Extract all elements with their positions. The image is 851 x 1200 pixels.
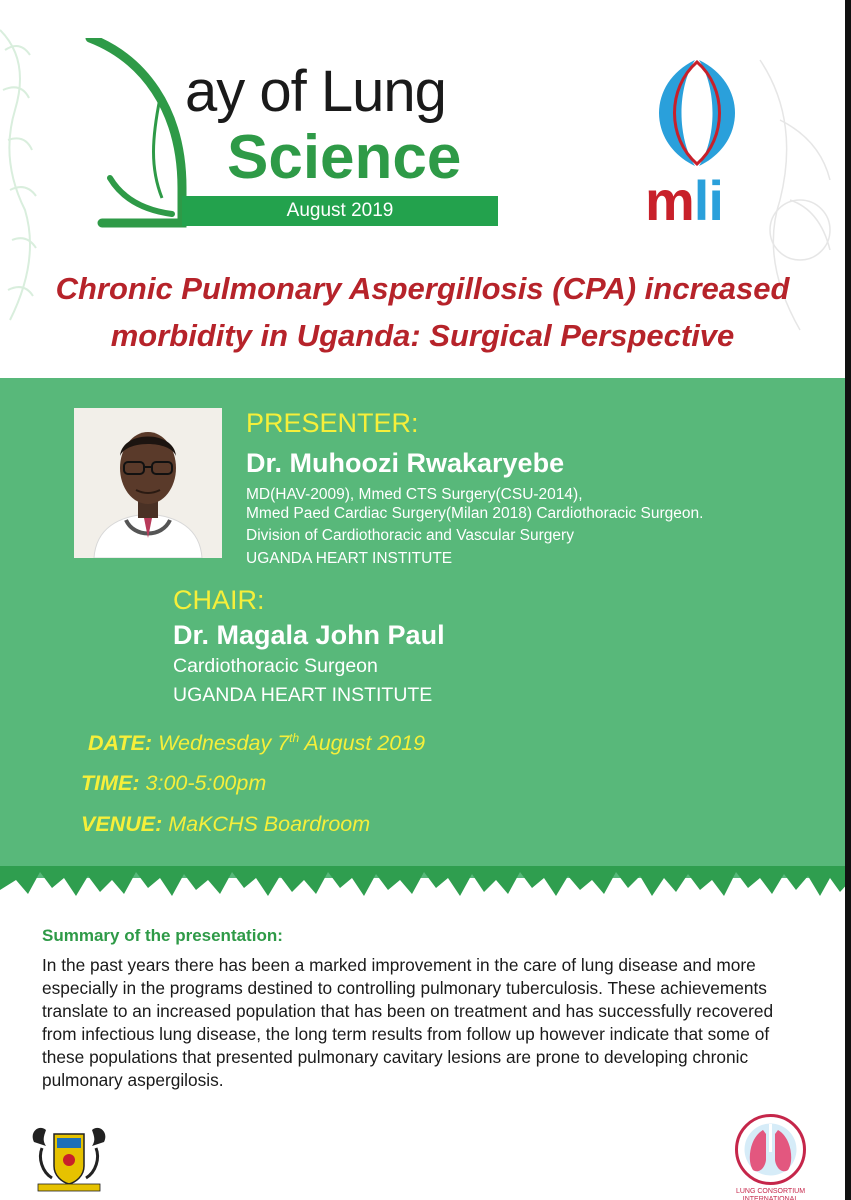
right-border: [845, 0, 851, 1200]
presenter-photo: [74, 408, 222, 558]
venue-label: VENUE:: [81, 812, 163, 836]
lung-consortium-text: [733, 1188, 808, 1200]
mli-logo: [637, 58, 757, 232]
mli-leaf-logo-icon: [637, 58, 757, 168]
event-time: [81, 771, 266, 796]
venue-value: MaKCHS Boardroom: [168, 812, 371, 836]
date-value: [158, 731, 425, 755]
chair-detail-2: UGANDA HEART INSTITUTE: [173, 684, 433, 706]
presenter-detail-4: UGANDA HEART INSTITUTE: [246, 550, 453, 567]
logo-title-line2: Science: [227, 123, 462, 192]
logo-title-line1: ay of Lung: [185, 59, 446, 124]
presenter-detail-3: Division of Cardiothoracic and Vascular Surgery: [246, 527, 574, 544]
event-logo: [82, 38, 502, 228]
title-line1: Chronic Pulmonary Aspergillosis (CPA) increased: [55, 271, 790, 306]
event-date: [88, 731, 425, 756]
logo-date-band: [182, 196, 498, 226]
presenter-name: Dr. Muhoozi Rwakaryebe: [246, 448, 565, 478]
lung-consortium-line2: INTERNATIONAL: [742, 1196, 799, 1200]
date-value-pre: Wednesday 7: [158, 731, 290, 756]
presenter-detail-1: MD(HAV-2009), Mmed CTS Surgery(CSU-2014),: [246, 486, 583, 503]
lung-consortium-logo: [733, 1112, 808, 1200]
chair-detail-1: Cardiothoracic Surgeon: [173, 655, 378, 677]
lung-outline-logo-icon: [82, 38, 192, 228]
lung-consortium-logo-icon: [733, 1112, 808, 1187]
lung-consortium-line1: LUNG CONSORTIUM: [735, 1188, 806, 1195]
mli-wordmark: [645, 168, 723, 233]
date-label: DATE:: [88, 731, 153, 756]
date-value-suffix: th: [289, 731, 300, 745]
event-venue: [81, 812, 370, 837]
presenter-detail-2: Mmed Paed Cardiac Surgery(Milan 2018) Cardiothoracic Surgeon.: [246, 505, 704, 522]
grass-edge-decoration: [0, 866, 851, 900]
presenter-label: PRESENTER:: [246, 408, 419, 438]
summary-heading: Summary of the presentation:: [42, 926, 283, 945]
date-value-post: August 2019: [299, 731, 426, 756]
time-label: TIME:: [81, 771, 140, 795]
chair-label: CHAIR:: [173, 585, 265, 615]
summary-body: In the past years there has been a marked improvement in the care of lung disease and more especially in the programs destined to controlling pulmonary tuberculosis. These achievements translate to an increased population that has been on treatment and has successfully recovered from infectious lung disease, the long term results from follow up however indicate that some of these populations that presented pulmonary cavitary lesions are prone to developing chronic pulmonary aspergilosis.: [42, 955, 774, 1090]
title-line2: morbidity in Uganda: Surgical Perspective: [110, 318, 735, 353]
presenter-portrait-image: [74, 408, 222, 558]
time-value: 3:00-5:00pm: [145, 771, 267, 795]
mli-wordmark-li: li: [693, 169, 723, 232]
chair-name: Dr. Magala John Paul: [173, 620, 445, 650]
university-crest-icon: [24, 1122, 114, 1194]
presentation-title: [20, 265, 825, 359]
logo-date: August 2019: [286, 200, 394, 221]
mli-wordmark-m: m: [645, 169, 694, 232]
